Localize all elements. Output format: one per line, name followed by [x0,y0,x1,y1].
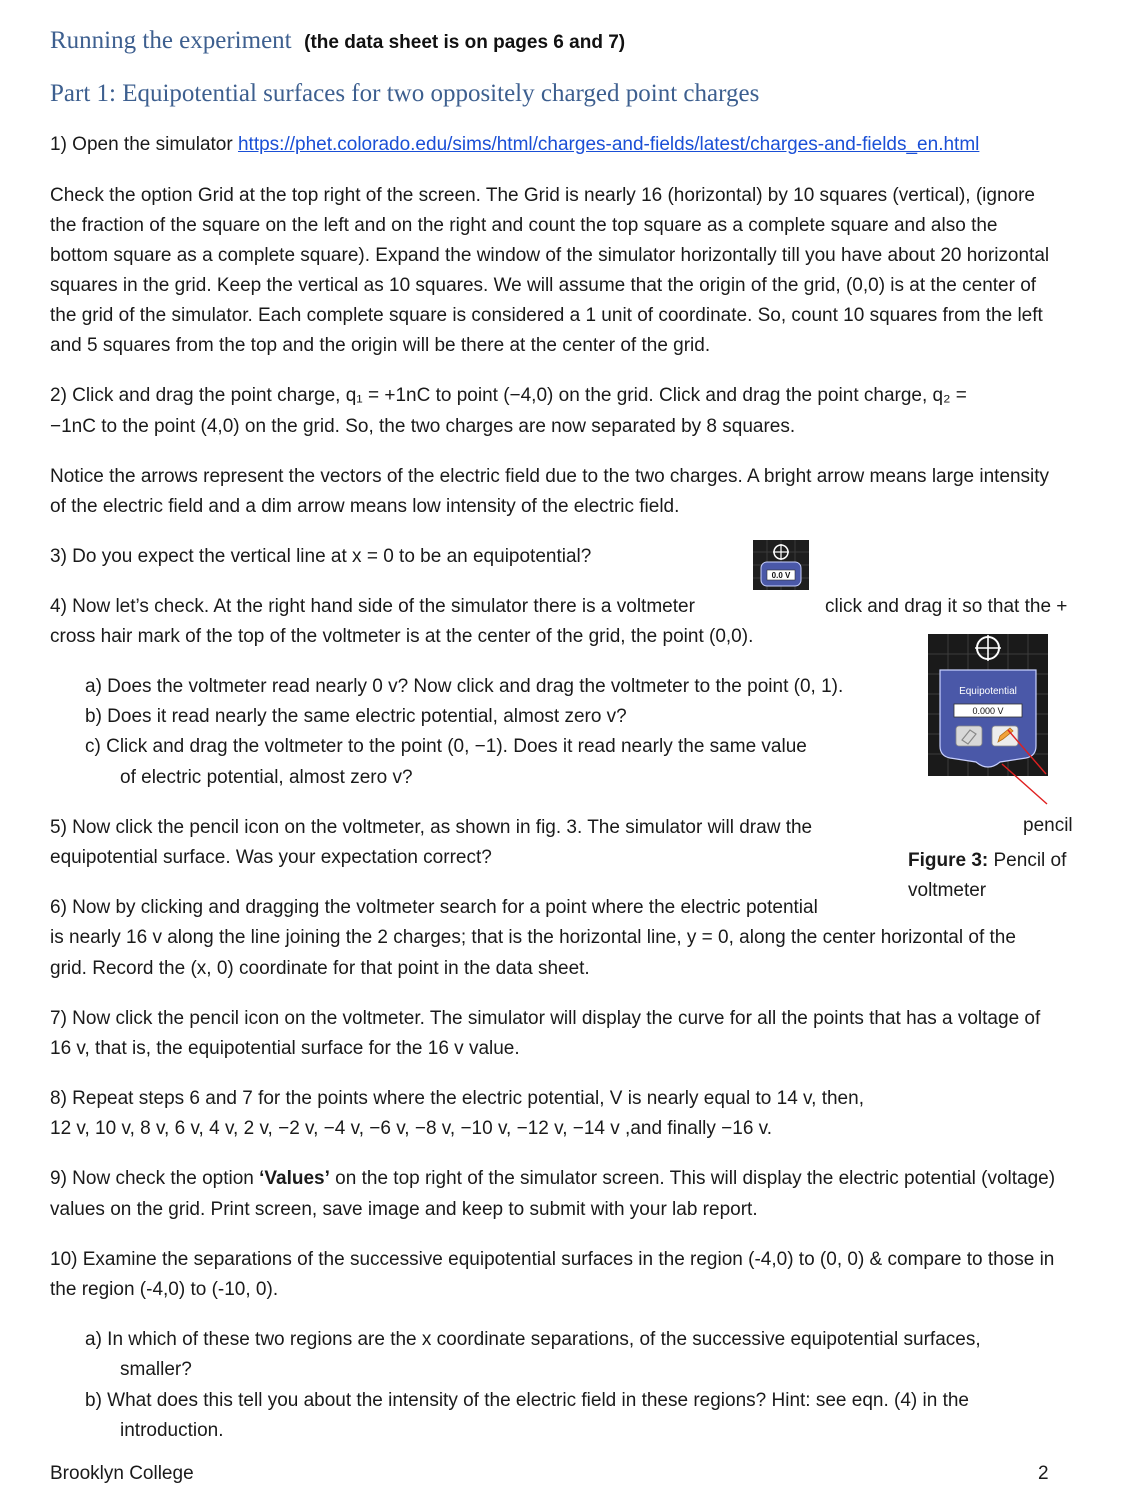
step-6-line: grid. Record the (x, 0) coordinate for that point in the data sheet. [50,958,590,979]
step-9-line: values on the grid. Print screen, save image and keep to submit with your lab report. [50,1199,758,1220]
step-9-values-option: ‘Values’ [259,1168,330,1189]
step-10a: a) In which of these two regions are the x coordinate separations, of the successive equipotential surfaces, [85,1329,981,1350]
equipotential-readout: 0.000 V [972,706,1004,716]
step-8-line: 12 v, 10 v, 8 v, 6 v, 4 v, 2 v, −2 v, −4 v, −6 v, −8 v, −10 v, −12 v, −14 v ,and finally −16 v. [50,1118,773,1139]
step-4-line: cross hair mark of the top of the voltmeter is at the center of the grid, the point (0,0). [50,626,754,647]
figure-3-voltmeter [928,634,1048,776]
step-7-line: 16 v, that is, the equipotential surface for the 16 v value. [50,1038,520,1059]
figure-3-caption-label: Figure 3: [908,850,989,871]
paragraph-line: bottom square as a complete square). Expand the window of the simulator horizontally till you have about 20 horizontal [50,245,1050,266]
step-5-line: 5) Now click the pencil icon on the voltmeter, as shown in fig. 3. The simulator will draw the [50,817,813,838]
step-10-line: 10) Examine the separations of the successive equipotential surfaces in the region (-4,0) to (0, 0) & compare to those in [50,1249,1055,1270]
step-9-line [50,1164,1055,1194]
part-title: Part 1: Equipotential surfaces for two oppositely charged point charges [50,80,760,107]
step-4c: c) Click and drag the voltmeter to the point (0, −1). Does it read nearly the same value [85,736,807,757]
page-number: 2 [1038,1463,1049,1484]
voltmeter-icon [753,540,809,590]
step-5-line: equipotential surface. Was your expectation correct? [50,847,492,868]
step-2-line: −1nC to the point (4,0) on the grid. So, the two charges are now separated by 8 squares. [50,416,796,437]
step-10-line: the region (-4,0) to (-10, 0). [50,1279,279,1300]
step-10b-cont: introduction. [120,1420,224,1441]
step-4a: a) Does the voltmeter read nearly 0 v? Now click and drag the voltmeter to the point (0, 1). [85,676,844,697]
pencil-pointer-line [1000,762,1060,808]
step-4c-cont: of electric potential, almost zero v? [120,767,413,788]
step-10a-cont: smaller? [120,1359,192,1380]
section-title-note: (the data sheet is on pages 6 and 7) [304,32,626,53]
notice-line: of the electric field and a dim arrow means low intensity of the electric field. [50,496,680,517]
voltmeter-figure-small [753,540,809,590]
figure-3-caption [908,846,1066,876]
step-4-line-continued: click and drag it so that the + [825,596,1068,617]
step-8-line: 8) Repeat steps 6 and 7 for the points where the electric potential, V is nearly equal to 14 v, then, [50,1088,864,1109]
section-title [50,24,625,60]
equipotential-voltmeter-icon [928,634,1048,776]
figure-3-caption-line2: voltmeter [908,880,987,901]
figure-3-caption-text: Pencil of [988,850,1067,871]
step-1 [50,130,979,160]
step-6-line: 6) Now by clicking and dragging the voltmeter search for a point where the electric potential [50,897,818,918]
simulator-link[interactable]: https://phet.colorado.edu/sims/html/charges-and-fields/latest/charges-and-fields_en.html [237,134,980,155]
small-voltmeter-readout: 0.0 V [771,571,791,580]
paragraph-line: the grid of the simulator. Each complete square is considered a 1 unit of coordinate. So, count 10 squares from the left [50,305,1043,326]
step-10b: b) What does this tell you about the intensity of the electric field in these regions? Hint: see eqn. (4) in the [85,1390,969,1411]
step-3: 3) Do you expect the vertical line at x = 0 to be an equipotential? [50,546,592,567]
paragraph-line: the fraction of the square on the left and on the right and count the top square as a complete square and also the [50,215,998,236]
equipotential-panel-label: Equipotential [959,686,1017,697]
section-title-text: Running the experiment [50,27,292,54]
step-4b: b) Does it read nearly the same electric potential, almost zero v? [85,706,627,727]
step-7-line: 7) Now click the pencil icon on the voltmeter. The simulator will display the curve for all the points that has a voltage of [50,1008,1041,1029]
paragraph-line: and 5 squares from the top and the origin will be there at the center of the grid. [50,335,711,356]
step-1-text: 1) Open the simulator [50,134,238,155]
step-2-line: 2) Click and drag the point charge, q₁ = +1nC to point (−4,0) on the grid. Click and drag the point charge, q₂ = [50,385,967,406]
footer-institution: Brooklyn College [50,1463,194,1484]
step-4-line: 4) Now let’s check. At the right hand side of the simulator there is a voltmeter [50,596,695,617]
step-6-line: is nearly 16 v along the line joining the 2 charges; that is the horizontal line, y = 0, along the center horizontal of the [50,927,1016,948]
paragraph-line: Check the option Grid at the top right of the screen. The Grid is nearly 16 (horizontal) by 10 squares (vertical), (ignore [50,185,1035,206]
step-9-post: on the top right of the simulator screen. This will display the electric potential (voltage) [329,1168,1056,1189]
step-9-pre: 9) Now check the option [50,1168,260,1189]
pencil-annotation: pencil [1023,815,1073,836]
notice-line: Notice the arrows represent the vectors of the electric field due to the two charges. A bright arrow means large intensity [50,466,1050,487]
paragraph-line: squares in the grid. Keep the vertical as 10 squares. We will assume that the origin of the grid, (0,0) is at the center of [50,275,1037,296]
